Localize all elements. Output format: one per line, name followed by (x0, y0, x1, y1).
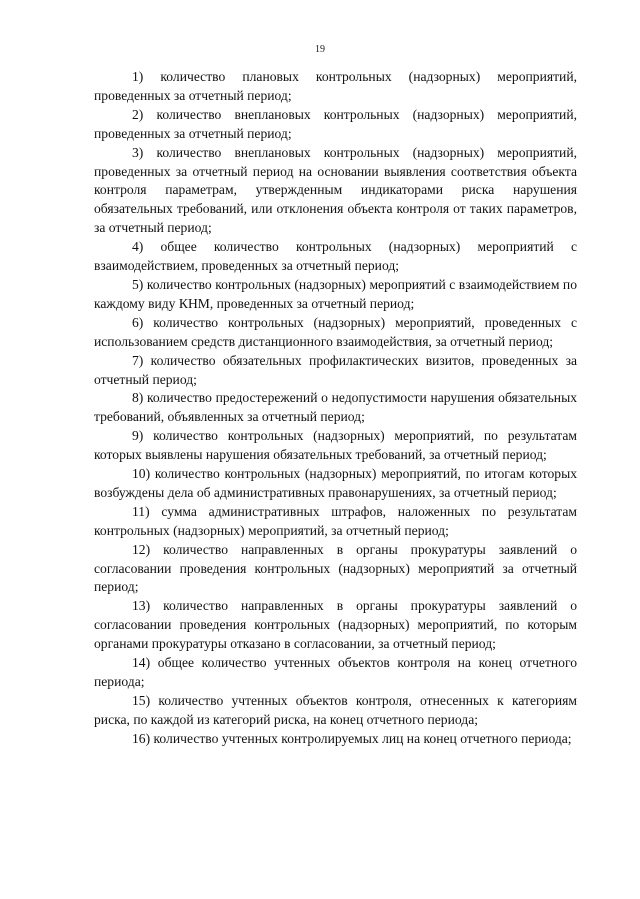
list-item: 6) количество контрольных (надзорных) мероприятий, проведенных с использованием средств дистанционного взаимодействия, за отчетный период; (94, 314, 577, 349)
list-item: 13) количество направленных в органы прокуратуры заявлений о согласовании проведения контрольных (надзорных) мероприятий, по которым органами прокуратуры отказано в согласовании, за отчетный период; (94, 598, 577, 652)
list-item: 16) количество учтенных контролируемых лиц на конец отчетного периода; (132, 730, 572, 746)
list-item: 11) сумма административных штрафов, наложенных по результатам контрольных (надзорных) мероприятий, за отчетный период; (94, 503, 577, 538)
list-item: 5) количество контрольных (надзорных) мероприятий с взаимодействием по каждому виду КНМ, проведенных за отчетный период; (94, 276, 577, 311)
list-item: 12) количество направленных в органы прокуратуры заявлений о согласовании проведения контрольных (надзорных) мероприятий за отчетный период; (94, 541, 577, 595)
list-item: 7) количество обязательных профилактических визитов, проведенных за отчетный период; (94, 352, 577, 387)
list-item: 2) количество внеплановых контрольных (надзорных) мероприятий, проведенных за отчетный период; (94, 106, 577, 141)
list-item: 4) общее количество контрольных (надзорных) мероприятий с взаимодействием, проведенных за отчетный период; (94, 239, 577, 274)
page-number: 19 (315, 44, 325, 55)
list-item: 8) количество предостережений о недопустимости нарушения обязательных требований, объявленных за отчетный период; (94, 390, 577, 425)
list-item: 3) количество внеплановых контрольных (надзорных) мероприятий, проведенных за отчетный период на основании выявления соответствия объекта контроля параметрам, утвержденным индикаторами риска нарушения обязательных требований, или отклонения объекта контроля от таких параметров, за отчетный период; (94, 144, 577, 236)
document-body (94, 68, 577, 749)
list-item: 1) количество плановых контрольных (надзорных) мероприятий, проведенных за отчетный период; (94, 69, 577, 103)
list-item: 9) количество контрольных (надзорных) мероприятий, по результатам которых выявлены нарушения обязательных требований, за отчетный период; (94, 428, 577, 463)
list-item: 15) количество учтенных объектов контроля, отнесенных к категориям риска, по каждой из категорий риска, на конец отчетного периода; (94, 692, 577, 727)
list-item: 10) количество контрольных (надзорных) мероприятий, по итогам которых возбуждены дела об административных правонарушениях, за отчетный период; (94, 466, 577, 500)
list-item: 14) общее количество учтенных объектов контроля на конец отчетного периода; (94, 655, 577, 689)
